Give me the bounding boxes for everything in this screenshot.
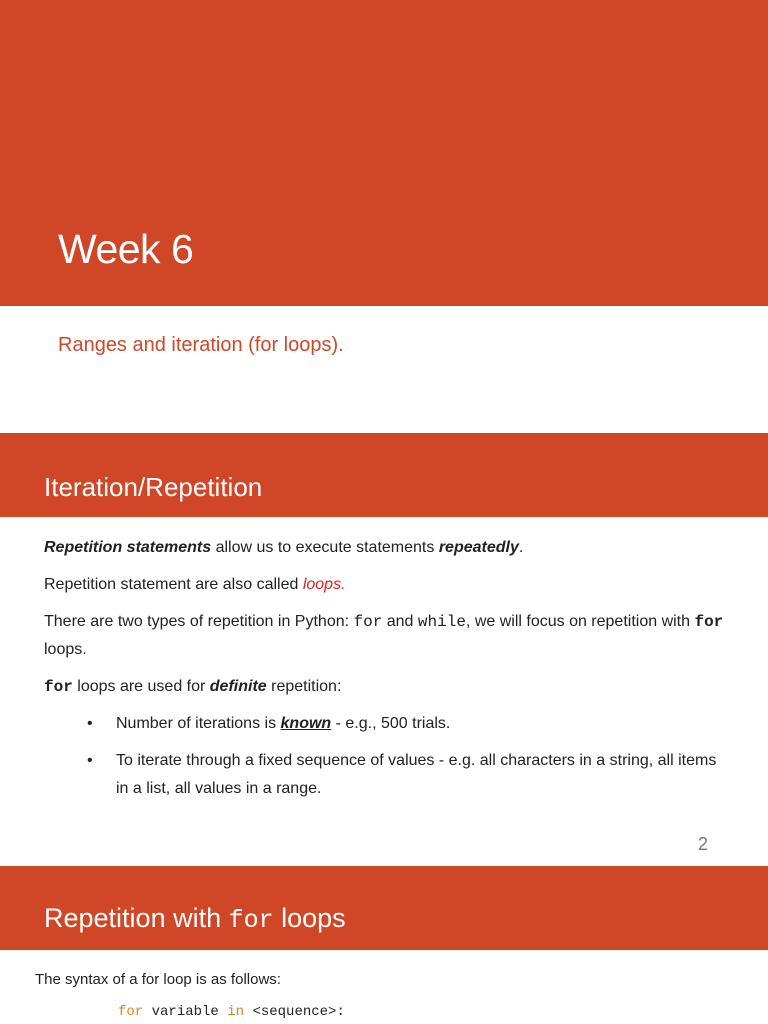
slide-heading: Repetition with for loops — [44, 903, 346, 935]
page-number: 2 — [698, 834, 709, 854]
bullet-icon: • — [87, 715, 93, 732]
slide-body — [44, 534, 724, 812]
code-block: for variable in <sequence>: — [118, 1004, 345, 1020]
bullet-icon: • — [87, 752, 93, 769]
paragraph: for loops are used for definite repetition: — [44, 678, 342, 696]
intro-text: The syntax of a for loop is as follows: — [35, 971, 281, 988]
slide-subtitle: Ranges and iteration (for loops). — [58, 334, 344, 356]
slide-heading: Iteration/Repetition — [44, 472, 263, 502]
slide-title: Week 6 — [58, 226, 194, 272]
paragraph: Repetition statements allow us to execute statements repeatedly. — [44, 539, 524, 556]
list-item: • Number of iterations is known - e.g., 500 trials. — [44, 710, 724, 738]
bullet-list — [44, 710, 724, 803]
paragraph: Repetition statement are also called loops. — [44, 576, 346, 593]
paragraph: There are two types of repetition in Python: for and while, we will focus on repetition with for loops. — [44, 613, 724, 658]
list-item: • To iterate through a fixed sequence of values - e.g. all characters in a string, all items in a list, all values in a range. — [44, 747, 724, 803]
